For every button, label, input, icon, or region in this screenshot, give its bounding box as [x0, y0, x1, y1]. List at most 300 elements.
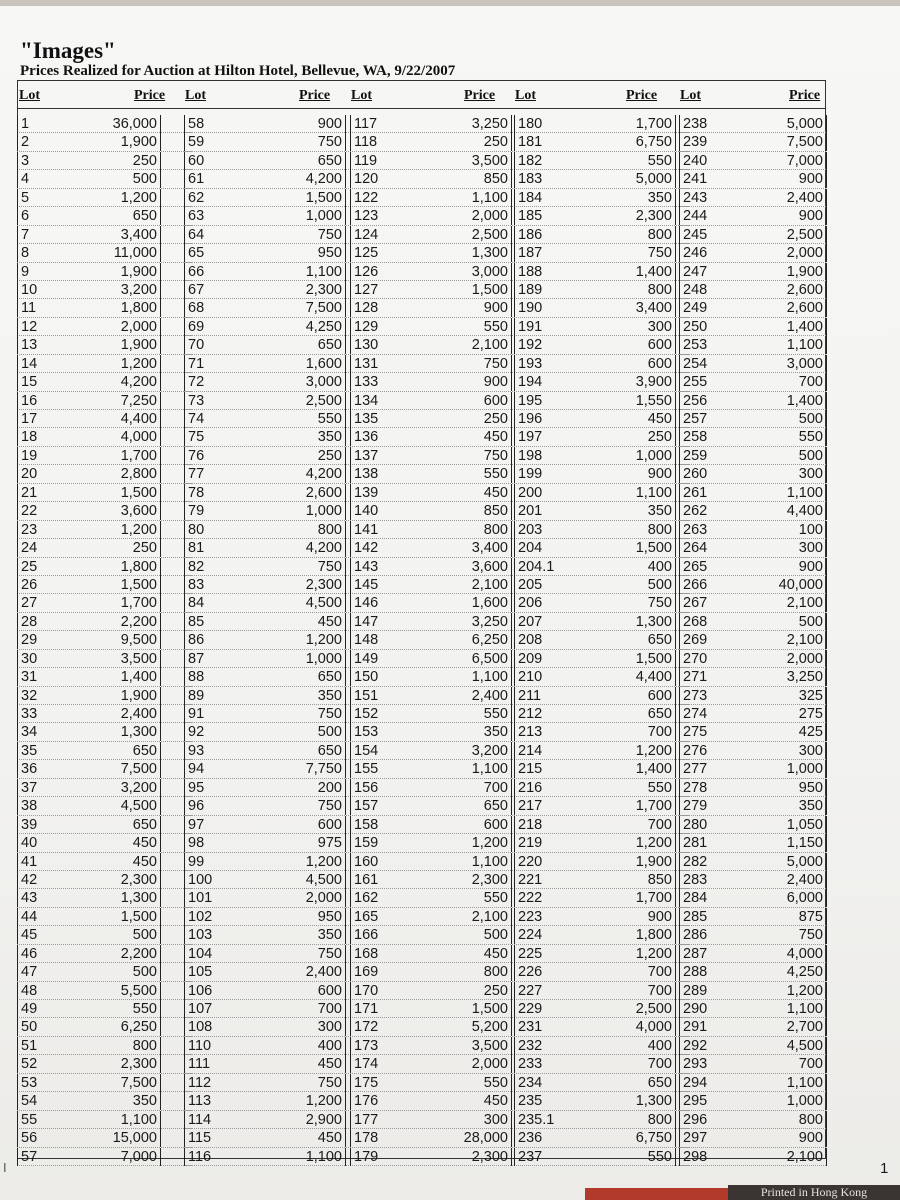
price-cell: 4,500: [47, 797, 161, 815]
price-cell: 3,200: [380, 742, 512, 760]
price-cell: 900: [380, 373, 512, 391]
table-row: [184, 1129, 359, 1147]
price-cell: 1,300: [380, 244, 512, 262]
price-cell: 1,900: [47, 336, 161, 354]
table-row: [17, 428, 192, 446]
table-row: [679, 170, 826, 188]
table-row: [350, 1111, 525, 1129]
price-cell: 600: [214, 982, 346, 1000]
price-cell: 800: [544, 226, 676, 244]
lot-cell: 155: [350, 760, 378, 778]
lot-cell: 205: [514, 576, 542, 594]
price-cell: 3,400: [47, 226, 161, 244]
lot-cell: 217: [514, 797, 542, 815]
price-cell: 1,100: [380, 189, 512, 207]
lot-cell: 65: [184, 244, 204, 262]
table-row: [184, 428, 359, 446]
lot-cell: 87: [184, 650, 204, 668]
price-cell: 2,200: [47, 945, 161, 963]
lot-cell: 254: [679, 355, 707, 373]
header-lot-2: Lot: [185, 88, 206, 103]
table-row: [184, 263, 359, 281]
price-cell: 900: [709, 1129, 827, 1147]
price-cell: 950: [214, 908, 346, 926]
lot-cell: 11: [17, 299, 36, 317]
table-row: [350, 779, 525, 797]
table-row: [514, 1111, 689, 1129]
price-cell: 7,250: [47, 392, 161, 410]
table-row: [184, 152, 359, 170]
table-row: [514, 170, 689, 188]
price-cell: 500: [214, 723, 346, 741]
price-cell: 2,400: [214, 963, 346, 981]
header-price-3: Price: [464, 88, 496, 103]
lot-cell: 45: [17, 926, 37, 944]
table-row: [17, 558, 192, 576]
lot-cell: 71: [184, 355, 204, 373]
table-column-3: [350, 115, 525, 1166]
table-row: [350, 945, 525, 963]
table-row: [184, 742, 359, 760]
table-row: [514, 705, 689, 723]
table-row: [514, 834, 689, 852]
lot-cell: 20: [17, 465, 37, 483]
lot-cell: 106: [184, 982, 212, 1000]
lot-cell: 122: [350, 189, 378, 207]
price-cell: 450: [47, 834, 161, 852]
price-cell: 2,000: [709, 244, 827, 262]
price-cell: 450: [214, 613, 346, 631]
price-cell: 975: [214, 834, 346, 852]
lot-cell: 262: [679, 502, 707, 520]
table-row: [184, 889, 359, 907]
lot-cell: 264: [679, 539, 707, 557]
lot-cell: 193: [514, 355, 542, 373]
table-row: [350, 705, 525, 723]
price-cell: 450: [380, 1092, 512, 1110]
table-row: [184, 1000, 359, 1018]
lot-cell: 149: [350, 650, 378, 668]
lot-cell: 269: [679, 631, 707, 649]
lot-cell: 159: [350, 834, 378, 852]
table-row: [679, 1111, 826, 1129]
table-row: [514, 853, 689, 871]
table-row: [350, 742, 525, 760]
lot-cell: 128: [350, 299, 378, 317]
table-row: [679, 428, 826, 446]
price-cell: 1,100: [709, 1074, 827, 1092]
table-row: [17, 521, 192, 539]
lot-cell: 93: [184, 742, 204, 760]
price-cell: 400: [544, 558, 676, 576]
table-row: [514, 797, 689, 815]
price-cell: 2,400: [47, 705, 161, 723]
lot-cell: 77: [184, 465, 204, 483]
table-row: [350, 133, 525, 151]
table-row: [184, 982, 359, 1000]
table-row: [679, 982, 826, 1000]
lot-cell: 97: [184, 816, 204, 834]
lot-cell: 265: [679, 558, 707, 576]
table-row: [184, 963, 359, 981]
table-row: [184, 871, 359, 889]
lot-cell: 215: [514, 760, 542, 778]
price-cell: 700: [544, 982, 676, 1000]
lot-cell: 24: [17, 539, 37, 557]
price-cell: 500: [47, 963, 161, 981]
lot-cell: 50: [17, 1018, 37, 1036]
price-cell: 300: [709, 742, 827, 760]
lot-cell: 89: [184, 687, 204, 705]
lot-cell: 175: [350, 1074, 378, 1092]
lot-cell: 216: [514, 779, 542, 797]
price-cell: 750: [709, 926, 827, 944]
lot-cell: 160: [350, 853, 378, 871]
header-price-2: Price: [299, 88, 331, 103]
lot-cell: 95: [184, 779, 204, 797]
lot-cell: 98: [184, 834, 204, 852]
price-cell: 900: [214, 115, 346, 133]
lot-cell: 169: [350, 963, 378, 981]
table-row: [679, 336, 826, 354]
price-cell: 5,000: [544, 170, 676, 188]
lot-cell: 38: [17, 797, 37, 815]
lot-cell: 26: [17, 576, 37, 594]
lot-cell: 183: [514, 170, 542, 188]
table-row: [184, 705, 359, 723]
price-cell: 950: [214, 244, 346, 262]
lot-cell: 29: [17, 631, 37, 649]
lot-cell: 188: [514, 263, 542, 281]
table-row: [514, 963, 689, 981]
lot-cell: 124: [350, 226, 378, 244]
table-row: [350, 336, 525, 354]
price-cell: 250: [380, 133, 512, 151]
price-cell: 4,000: [544, 1018, 676, 1036]
table-row: [184, 908, 359, 926]
lot-cell: 207: [514, 613, 542, 631]
lot-cell: 41: [17, 853, 37, 871]
price-cell: 900: [544, 908, 676, 926]
lot-cell: 43: [17, 889, 37, 907]
lot-cell: 197: [514, 428, 542, 446]
lot-cell: 261: [679, 484, 707, 502]
table-row: [350, 963, 525, 981]
lot-cell: 19: [17, 447, 37, 465]
price-cell: 1,700: [47, 447, 161, 465]
lot-cell: 5: [17, 189, 29, 207]
lot-cell: 119: [350, 152, 377, 170]
table-row: [184, 355, 359, 373]
price-cell: 2,300: [544, 207, 676, 225]
price-cell: 4,200: [214, 170, 346, 188]
table-row: [514, 576, 689, 594]
price-cell: 2,400: [709, 189, 827, 207]
lot-cell: 277: [679, 760, 707, 778]
lot-cell: 151: [350, 687, 378, 705]
lot-cell: 235: [514, 1092, 542, 1110]
lot-cell: 51: [17, 1037, 37, 1055]
table-row: [679, 447, 826, 465]
price-cell: 300: [380, 1111, 512, 1129]
price-cell: 2,600: [709, 281, 827, 299]
lot-cell: 35: [17, 742, 37, 760]
table-row: [514, 410, 689, 428]
table-row: [679, 1129, 826, 1147]
table-row: [17, 226, 192, 244]
table-row: [184, 318, 359, 336]
lot-cell: 10: [17, 281, 37, 299]
price-cell: 7,500: [214, 299, 346, 317]
lot-cell: 66: [184, 263, 204, 281]
lot-cell: 248: [679, 281, 707, 299]
table-row: [17, 742, 192, 760]
price-cell: 1,000: [214, 502, 346, 520]
table-row: [184, 244, 359, 262]
price-cell: 650: [544, 1074, 676, 1092]
table-row: [350, 834, 525, 852]
price-cell: 1,100: [709, 484, 827, 502]
lot-cell: 158: [350, 816, 378, 834]
price-cell: 1,500: [214, 189, 346, 207]
table-row: [184, 613, 359, 631]
price-cell: 1,100: [709, 1000, 827, 1018]
table-row: [184, 558, 359, 576]
price-cell: 600: [380, 816, 512, 834]
lot-cell: 104: [184, 945, 212, 963]
price-cell: 2,500: [214, 392, 346, 410]
table-row: [350, 558, 525, 576]
table-row: [679, 668, 826, 686]
table-row: [184, 797, 359, 815]
lot-cell: 229: [514, 1000, 542, 1018]
price-cell: 1,550: [544, 392, 676, 410]
price-cell: 550: [380, 705, 512, 723]
table-row: [679, 484, 826, 502]
lot-cell: 223: [514, 908, 542, 926]
price-cell: 1,600: [214, 355, 346, 373]
price-cell: 900: [709, 558, 827, 576]
price-cell: 7,750: [214, 760, 346, 778]
lot-cell: 69: [184, 318, 204, 336]
price-cell: 6,250: [47, 1018, 161, 1036]
price-cell: 1,500: [380, 281, 512, 299]
price-cell: 1,100: [544, 484, 676, 502]
price-cell: 2,700: [709, 1018, 827, 1036]
price-cell: 700: [380, 779, 512, 797]
price-cell: 850: [380, 502, 512, 520]
lot-cell: 182: [514, 152, 542, 170]
price-cell: 1,000: [709, 1092, 827, 1110]
table-column-4: [514, 115, 689, 1166]
price-cell: 350: [544, 189, 676, 207]
price-cell: 1,400: [709, 392, 827, 410]
lot-cell: 227: [514, 982, 542, 1000]
price-cell: 450: [380, 484, 512, 502]
lot-cell: 161: [350, 871, 378, 889]
table-row: [514, 502, 689, 520]
lot-cell: 204: [514, 539, 542, 557]
lot-cell: 37: [17, 779, 37, 797]
lot-cell: 33: [17, 705, 37, 723]
price-cell: 1,800: [544, 926, 676, 944]
lot-cell: 23: [17, 521, 37, 539]
table-row: [350, 613, 525, 631]
lot-cell: 46: [17, 945, 37, 963]
lot-cell: 64: [184, 226, 204, 244]
lot-cell: 218: [514, 816, 542, 834]
table-row: [514, 760, 689, 778]
lot-cell: 80: [184, 521, 204, 539]
price-cell: 1,000: [214, 207, 346, 225]
lot-cell: 76: [184, 447, 204, 465]
price-cell: 250: [214, 447, 346, 465]
price-cell: 275: [709, 705, 827, 723]
price-cell: 550: [709, 428, 827, 446]
header-price-1: Price: [134, 88, 166, 103]
price-cell: 5,200: [380, 1018, 512, 1036]
lot-cell: 34: [17, 723, 37, 741]
lot-cell: 292: [679, 1037, 707, 1055]
price-cell: 450: [47, 853, 161, 871]
lot-cell: 168: [350, 945, 378, 963]
table-row: [184, 502, 359, 520]
lot-cell: 78: [184, 484, 204, 502]
table-row: [350, 410, 525, 428]
price-cell: 2,100: [709, 631, 827, 649]
table-row: [17, 1074, 192, 1092]
table-row: [17, 613, 192, 631]
lot-cell: 60: [184, 152, 204, 170]
table-row: [17, 576, 192, 594]
lot-cell: 196: [514, 410, 542, 428]
lot-cell: 74: [184, 410, 204, 428]
table-row: [350, 428, 525, 446]
lot-cell: 42: [17, 871, 37, 889]
lot-cell: 7: [17, 226, 29, 244]
price-cell: 1,200: [380, 834, 512, 852]
table-row: [514, 1148, 689, 1166]
table-row: [514, 1018, 689, 1036]
lot-cell: 147: [350, 613, 378, 631]
lot-cell: 123: [350, 207, 378, 225]
table-row: [17, 1000, 192, 1018]
table-row: [679, 926, 826, 944]
table-row: [350, 355, 525, 373]
table-row: [679, 889, 826, 907]
table-row: [350, 889, 525, 907]
lot-cell: 99: [184, 853, 204, 871]
lot-cell: 25: [17, 558, 37, 576]
table-row: [514, 1055, 689, 1073]
price-cell: 3,500: [380, 152, 512, 170]
table-row: [350, 1018, 525, 1036]
price-cell: 550: [544, 1148, 676, 1166]
price-cell: 900: [544, 465, 676, 483]
table-row: [17, 299, 192, 317]
price-cell: 6,750: [544, 133, 676, 151]
table-row: [514, 207, 689, 225]
lot-cell: 153: [350, 723, 378, 741]
lot-cell: 174: [350, 1055, 378, 1073]
price-cell: 1,200: [544, 742, 676, 760]
price-cell: 550: [47, 1000, 161, 1018]
lot-cell: 176: [350, 1092, 378, 1110]
price-cell: 800: [544, 521, 676, 539]
header-lot-3: Lot: [351, 88, 372, 103]
lot-cell: 148: [350, 631, 378, 649]
table-row: [679, 133, 826, 151]
margin-mark: I: [3, 1160, 7, 1175]
table-row: [350, 760, 525, 778]
lot-cell: 31: [17, 668, 37, 686]
lot-cell: 244: [679, 207, 707, 225]
price-cell: 450: [380, 428, 512, 446]
table-row: [350, 392, 525, 410]
table-row: [679, 539, 826, 557]
table-row: [17, 1092, 192, 1110]
lot-cell: 116: [184, 1148, 211, 1166]
price-cell: 9,500: [47, 631, 161, 649]
price-cell: 350: [380, 723, 512, 741]
lot-cell: 190: [514, 299, 542, 317]
lot-cell: 107: [184, 1000, 212, 1018]
table-row: [679, 299, 826, 317]
lot-cell: 63: [184, 207, 204, 225]
lot-cell: 195: [514, 392, 542, 410]
table-row: [679, 392, 826, 410]
price-cell: 4,000: [709, 945, 827, 963]
table-row: [679, 834, 826, 852]
lot-cell: 259: [679, 447, 707, 465]
table-row: [514, 668, 689, 686]
lot-cell: 143: [350, 558, 378, 576]
table-row: [679, 687, 826, 705]
lot-cell: 12: [17, 318, 37, 336]
price-cell: 6,500: [380, 650, 512, 668]
table-row: [350, 853, 525, 871]
table-row: [350, 465, 525, 483]
table-row: [350, 447, 525, 465]
price-cell: 500: [544, 576, 676, 594]
lot-cell: 36: [17, 760, 37, 778]
table-row: [184, 1148, 359, 1166]
table-row: [350, 576, 525, 594]
table-row: [514, 133, 689, 151]
table-row: [514, 539, 689, 557]
lot-cell: 291: [679, 1018, 707, 1036]
lot-cell: 203: [514, 521, 542, 539]
table-row: [17, 779, 192, 797]
price-cell: 4,250: [214, 318, 346, 336]
lot-cell: 239: [679, 133, 707, 151]
price-cell: 4,200: [214, 465, 346, 483]
table-row: [679, 742, 826, 760]
table-row: [350, 1148, 525, 1166]
lot-cell: 32: [17, 687, 37, 705]
price-cell: 650: [214, 668, 346, 686]
table-row: [514, 115, 689, 133]
price-cell: 2,300: [47, 871, 161, 889]
page-subtitle: Prices Realized for Auction at Hilton Hotel, Bellevue, WA, 9/22/2007: [20, 63, 456, 79]
table-row: [350, 281, 525, 299]
table-row: [184, 650, 359, 668]
table-row: [184, 926, 359, 944]
page-title: "Images": [20, 38, 116, 63]
table-row: [184, 189, 359, 207]
lot-cell: 212: [514, 705, 542, 723]
price-cell: 2,100: [380, 908, 512, 926]
